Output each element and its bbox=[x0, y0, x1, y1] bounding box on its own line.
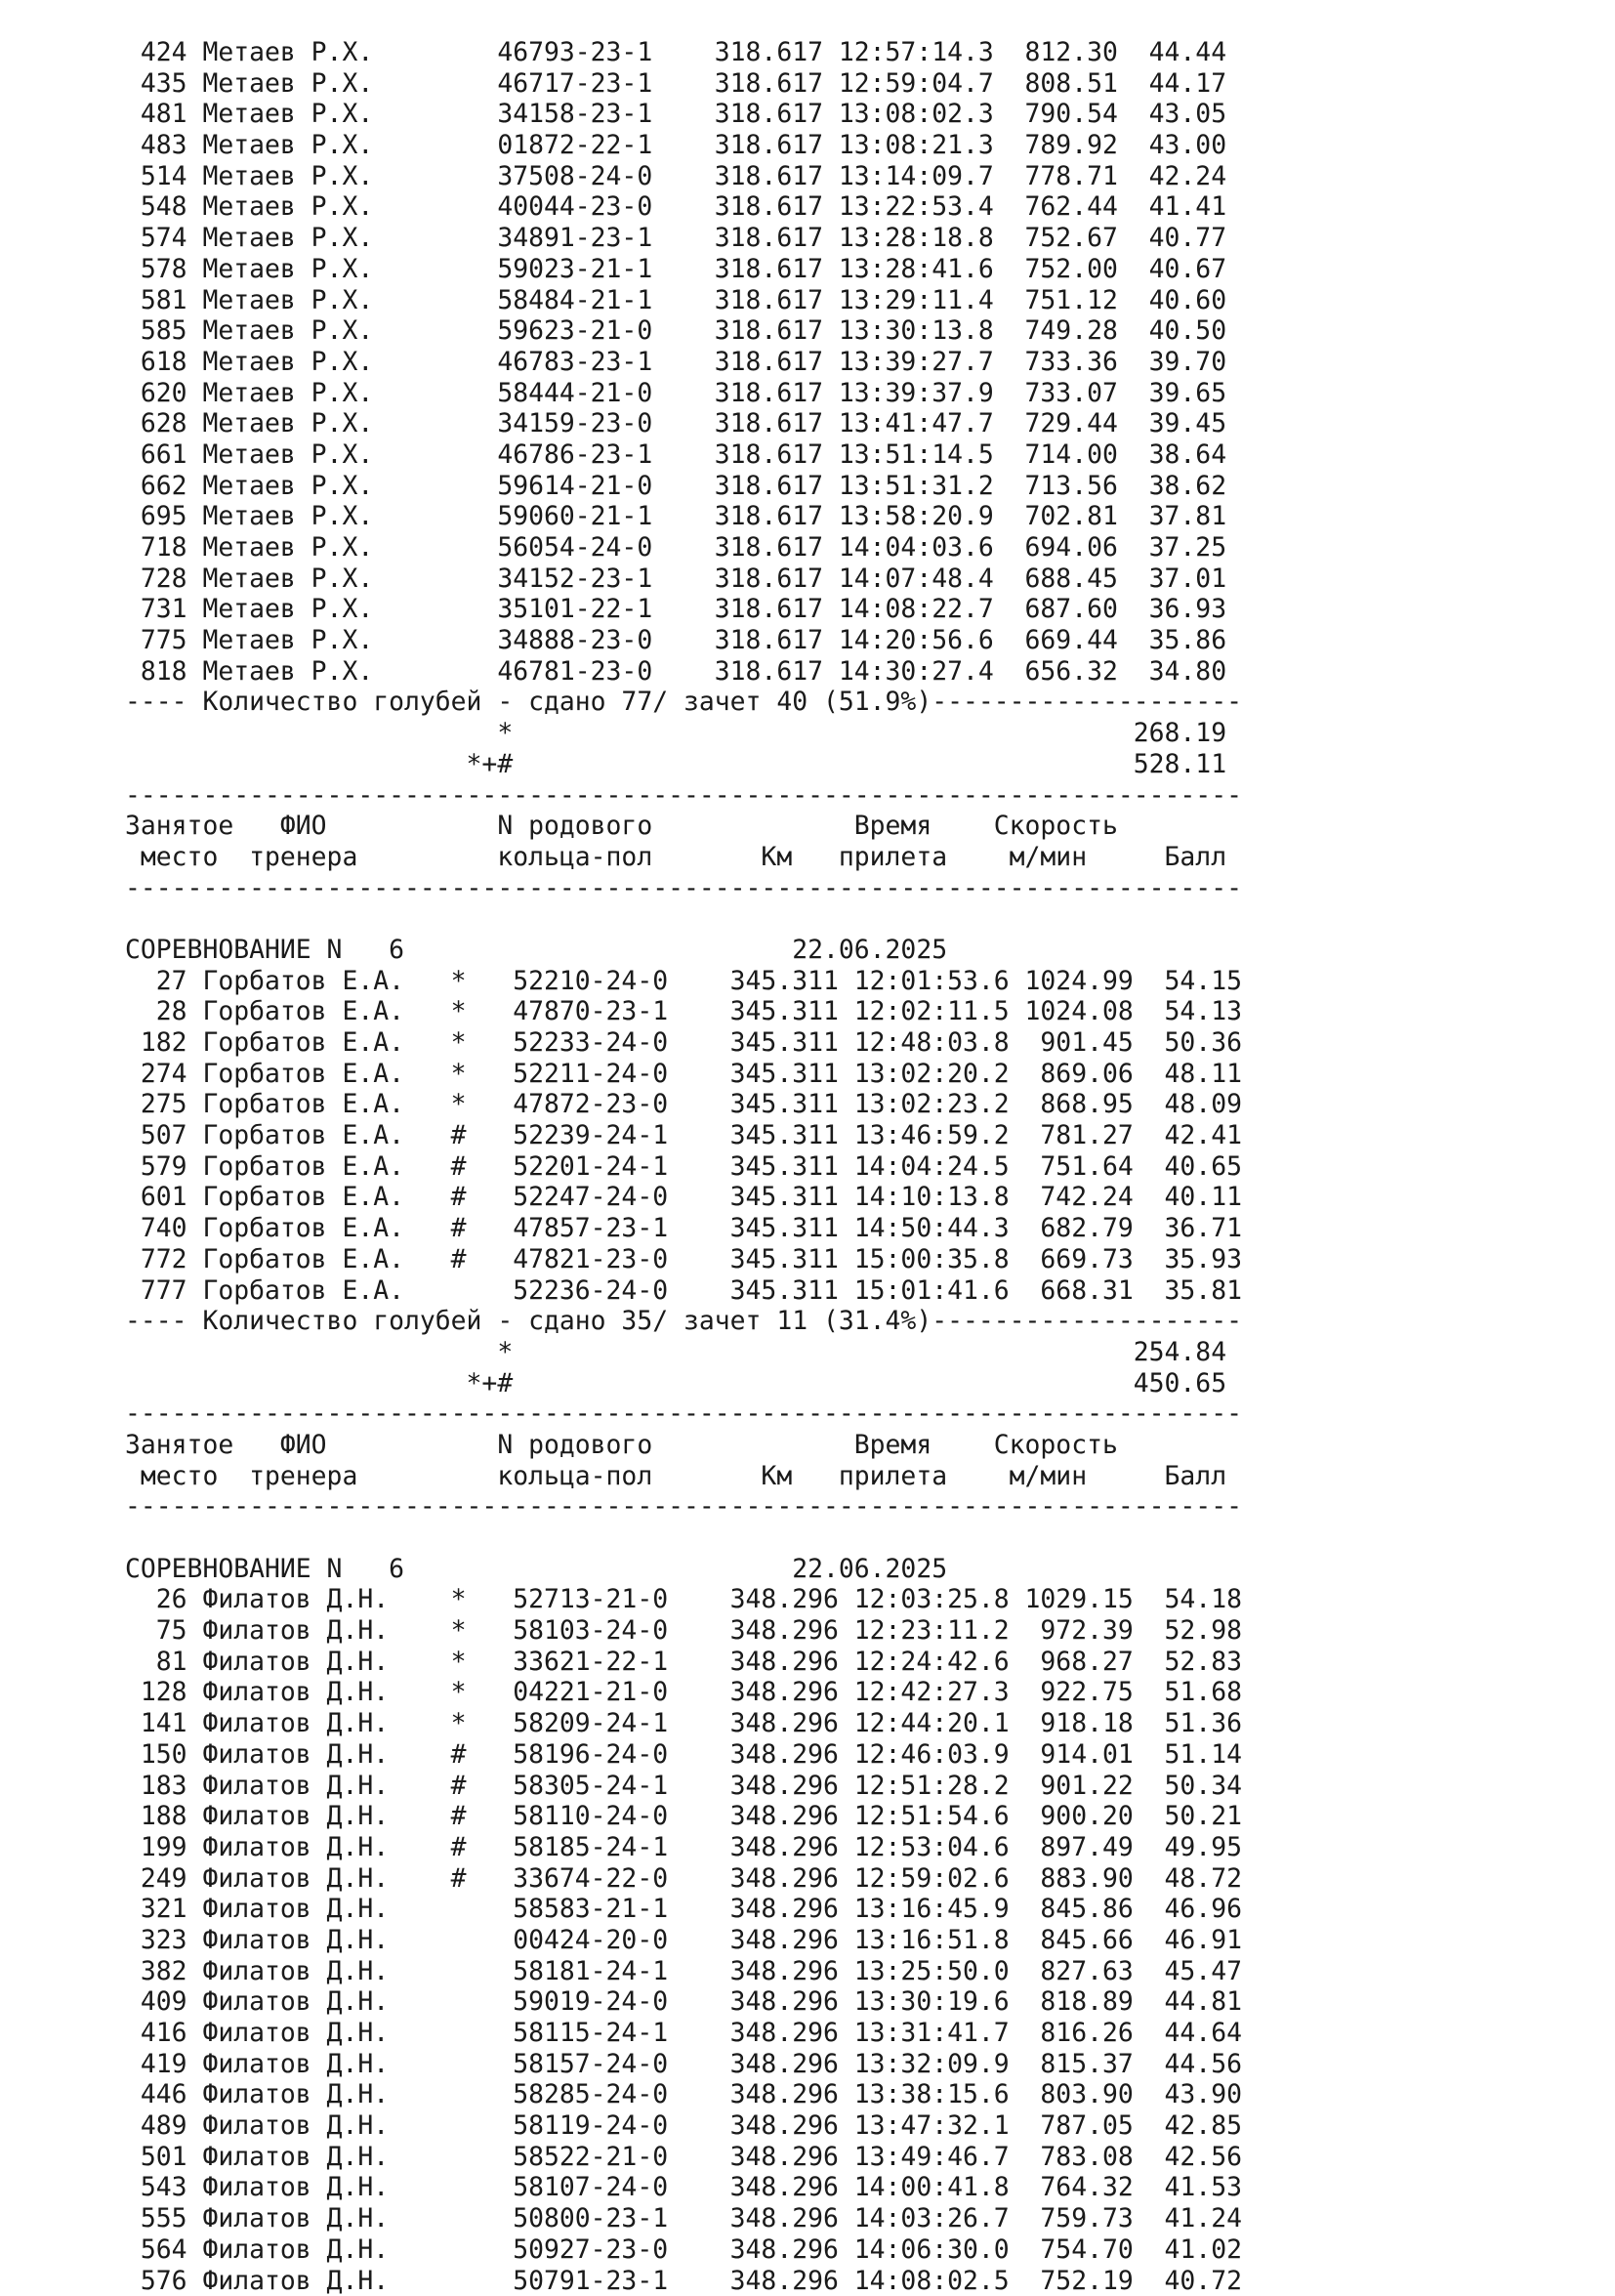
result-row: 628 Метаев Р.Х. 34159-23-0 318.617 13:41:47.7 729.44 39.45 bbox=[125, 408, 1242, 439]
result-row: 620 Метаев Р.Х. 58444-21-0 318.617 13:39:37.9 733.07 39.65 bbox=[125, 378, 1242, 409]
result-row: 548 Метаев Р.Х. 40044-23-0 318.617 13:22:53.4 762.44 41.41 bbox=[125, 191, 1242, 223]
result-row: 188 Филатов Д.Н. # 58110-24-0 348.296 12:51:54.6 900.20 50.21 bbox=[125, 1801, 1242, 1832]
total-line: * 254.84 bbox=[125, 1337, 1242, 1368]
result-row: 731 Метаев Р.Х. 35101-22-1 318.617 14:08:22.7 687.60 36.93 bbox=[125, 594, 1242, 625]
result-row: 382 Филатов Д.Н. 58181-24-1 348.296 13:25:50.0 827.63 45.47 bbox=[125, 1956, 1242, 1987]
result-row: 574 Метаев Р.Х. 34891-23-1 318.617 13:28:18.8 752.67 40.77 bbox=[125, 223, 1242, 254]
result-row: 128 Филатов Д.Н. * 04221-21-0 348.296 12:42:27.3 922.75 51.68 bbox=[125, 1677, 1242, 1708]
separator-line: ------------------------------------------------------------------------ bbox=[125, 780, 1242, 812]
result-row: 424 Метаев Р.Х. 46793-23-1 318.617 12:57:14.3 812.30 44.44 bbox=[125, 37, 1242, 68]
column-header: место тренера кольца-пол Км прилета м/мин Балл bbox=[125, 1461, 1242, 1492]
result-row: 507 Горбатов Е.А. # 52239-24-1 345.311 13:46:59.2 781.27 42.41 bbox=[125, 1120, 1242, 1151]
result-row: 409 Филатов Д.Н. 59019-24-0 348.296 13:30:19.6 818.89 44.81 bbox=[125, 1986, 1242, 2018]
result-row: 183 Филатов Д.Н. # 58305-24-1 348.296 12:51:28.2 901.22 50.34 bbox=[125, 1771, 1242, 1802]
result-row: 150 Филатов Д.Н. # 58196-24-0 348.296 12:46:03.9 914.01 51.14 bbox=[125, 1739, 1242, 1771]
result-row: 435 Метаев Р.Х. 46717-23-1 318.617 12:59:04.7 808.51 44.17 bbox=[125, 68, 1242, 100]
column-header: место тренера кольца-пол Км прилета м/мин Балл bbox=[125, 842, 1242, 873]
column-header: Занятое ФИО N родового Время Скорость bbox=[125, 1430, 1242, 1461]
result-row: 772 Горбатов Е.А. # 47821-23-0 345.311 15:00:35.8 669.73 35.93 bbox=[125, 1244, 1242, 1275]
result-row: 728 Метаев Р.Х. 34152-23-1 318.617 14:07:48.4 688.45 37.01 bbox=[125, 564, 1242, 595]
result-row: 585 Метаев Р.Х. 59623-21-0 318.617 13:30:13.8 749.28 40.50 bbox=[125, 315, 1242, 347]
result-row: 564 Филатов Д.Н. 50927-23-0 348.296 14:06:30.0 754.70 41.02 bbox=[125, 2234, 1242, 2266]
total-line: *+# 528.11 bbox=[125, 749, 1242, 780]
result-row: 718 Метаев Р.Х. 56054-24-0 318.617 14:04:03.6 694.06 37.25 bbox=[125, 532, 1242, 564]
results-document bbox=[125, 37, 1242, 2296]
result-row: 489 Филатов Д.Н. 58119-24-0 348.296 13:47:32.1 787.05 42.85 bbox=[125, 2110, 1242, 2142]
blank-line bbox=[125, 903, 1242, 935]
summary-line: ---- Количество голубей - сдано 77/ зачет 40 (51.9%)-------------------- bbox=[125, 687, 1242, 718]
result-row: 555 Филатов Д.Н. 50800-23-1 348.296 14:03:26.7 759.73 41.24 bbox=[125, 2203, 1242, 2234]
result-row: 323 Филатов Д.Н. 00424-20-0 348.296 13:16:51.8 845.66 46.91 bbox=[125, 1925, 1242, 1956]
result-row: 501 Филатов Д.Н. 58522-21-0 348.296 13:49:46.7 783.08 42.56 bbox=[125, 2142, 1242, 2173]
result-row: 141 Филатов Д.Н. * 58209-24-1 348.296 12:44:20.1 918.18 51.36 bbox=[125, 1708, 1242, 1739]
result-row: 543 Филатов Д.Н. 58107-24-0 348.296 14:00:41.8 764.32 41.53 bbox=[125, 2172, 1242, 2203]
competition-header: СОРЕВНОВАНИЕ N 6 22.06.2025 bbox=[125, 1554, 1242, 1585]
result-row: 182 Горбатов Е.А. * 52233-24-0 345.311 12:48:03.8 901.45 50.36 bbox=[125, 1027, 1242, 1059]
result-row: 446 Филатов Д.Н. 58285-24-0 348.296 13:38:15.6 803.90 43.90 bbox=[125, 2079, 1242, 2110]
result-row: 416 Филатов Д.Н. 58115-24-1 348.296 13:31:41.7 816.26 44.64 bbox=[125, 2018, 1242, 2049]
result-row: 514 Метаев Р.Х. 37508-24-0 318.617 13:14:09.7 778.71 42.24 bbox=[125, 161, 1242, 192]
result-row: 81 Филатов Д.Н. * 33621-22-1 348.296 12:24:42.6 968.27 52.83 bbox=[125, 1647, 1242, 1678]
blank-line bbox=[125, 1523, 1242, 1554]
competition-header: СОРЕВНОВАНИЕ N 6 22.06.2025 bbox=[125, 935, 1242, 966]
separator-line: ------------------------------------------------------------------------ bbox=[125, 1398, 1242, 1430]
result-row: 740 Горбатов Е.А. # 47857-23-1 345.311 14:50:44.3 682.79 36.71 bbox=[125, 1213, 1242, 1244]
result-row: 818 Метаев Р.Х. 46781-23-0 318.617 14:30:27.4 656.32 34.80 bbox=[125, 656, 1242, 688]
result-row: 26 Филатов Д.Н. * 52713-21-0 348.296 12:03:25.8 1029.15 54.18 bbox=[125, 1584, 1242, 1615]
result-row: 579 Горбатов Е.А. # 52201-24-1 345.311 14:04:24.5 751.64 40.65 bbox=[125, 1151, 1242, 1183]
result-row: 578 Метаев Р.Х. 59023-21-1 318.617 13:28:41.6 752.00 40.67 bbox=[125, 254, 1242, 285]
result-row: 321 Филатов Д.Н. 58583-21-1 348.296 13:16:45.9 845.86 46.96 bbox=[125, 1894, 1242, 1925]
result-row: 576 Филатов Д.Н. 50791-23-1 348.296 14:08:02.5 752.19 40.72 bbox=[125, 2266, 1242, 2296]
result-row: 661 Метаев Р.Х. 46786-23-1 318.617 13:51:14.5 714.00 38.64 bbox=[125, 439, 1242, 471]
column-header: Занятое ФИО N родового Время Скорость bbox=[125, 811, 1242, 842]
total-line: *+# 450.65 bbox=[125, 1368, 1242, 1399]
result-row: 601 Горбатов Е.А. # 52247-24-0 345.311 14:10:13.8 742.24 40.11 bbox=[125, 1182, 1242, 1213]
total-line: * 268.19 bbox=[125, 718, 1242, 749]
separator-line: ------------------------------------------------------------------------ bbox=[125, 873, 1242, 904]
result-row: 28 Горбатов Е.А. * 47870-23-1 345.311 12:02:11.5 1024.08 54.13 bbox=[125, 996, 1242, 1027]
result-row: 199 Филатов Д.Н. # 58185-24-1 348.296 12:53:04.6 897.49 49.95 bbox=[125, 1832, 1242, 1863]
result-row: 662 Метаев Р.Х. 59614-21-0 318.617 13:51:31.2 713.56 38.62 bbox=[125, 471, 1242, 502]
result-row: 618 Метаев Р.Х. 46783-23-1 318.617 13:39:27.7 733.36 39.70 bbox=[125, 347, 1242, 378]
summary-line: ---- Количество голубей - сдано 35/ зачет 11 (31.4%)-------------------- bbox=[125, 1306, 1242, 1337]
result-row: 249 Филатов Д.Н. # 33674-22-0 348.296 12:59:02.6 883.90 48.72 bbox=[125, 1863, 1242, 1895]
result-row: 481 Метаев Р.Х. 34158-23-1 318.617 13:08:02.3 790.54 43.05 bbox=[125, 99, 1242, 130]
result-row: 274 Горбатов Е.А. * 52211-24-0 345.311 13:02:20.2 869.06 48.11 bbox=[125, 1059, 1242, 1090]
result-row: 581 Метаев Р.Х. 58484-21-1 318.617 13:29:11.4 751.12 40.60 bbox=[125, 285, 1242, 316]
result-row: 419 Филатов Д.Н. 58157-24-0 348.296 13:32:09.9 815.37 44.56 bbox=[125, 2049, 1242, 2080]
result-row: 483 Метаев Р.Х. 01872-22-1 318.617 13:08:21.3 789.92 43.00 bbox=[125, 130, 1242, 161]
result-row: 275 Горбатов Е.А. * 47872-23-0 345.311 13:02:23.2 868.95 48.09 bbox=[125, 1089, 1242, 1120]
result-row: 695 Метаев Р.Х. 59060-21-1 318.617 13:58:20.9 702.81 37.81 bbox=[125, 501, 1242, 532]
result-row: 75 Филатов Д.Н. * 58103-24-0 348.296 12:23:11.2 972.39 52.98 bbox=[125, 1615, 1242, 1647]
result-row: 777 Горбатов Е.А. 52236-24-0 345.311 15:01:41.6 668.31 35.81 bbox=[125, 1275, 1242, 1307]
separator-line: ------------------------------------------------------------------------ bbox=[125, 1491, 1242, 1523]
result-row: 775 Метаев Р.Х. 34888-23-0 318.617 14:20:56.6 669.44 35.86 bbox=[125, 625, 1242, 656]
result-row: 27 Горбатов Е.А. * 52210-24-0 345.311 12:01:53.6 1024.99 54.15 bbox=[125, 966, 1242, 997]
